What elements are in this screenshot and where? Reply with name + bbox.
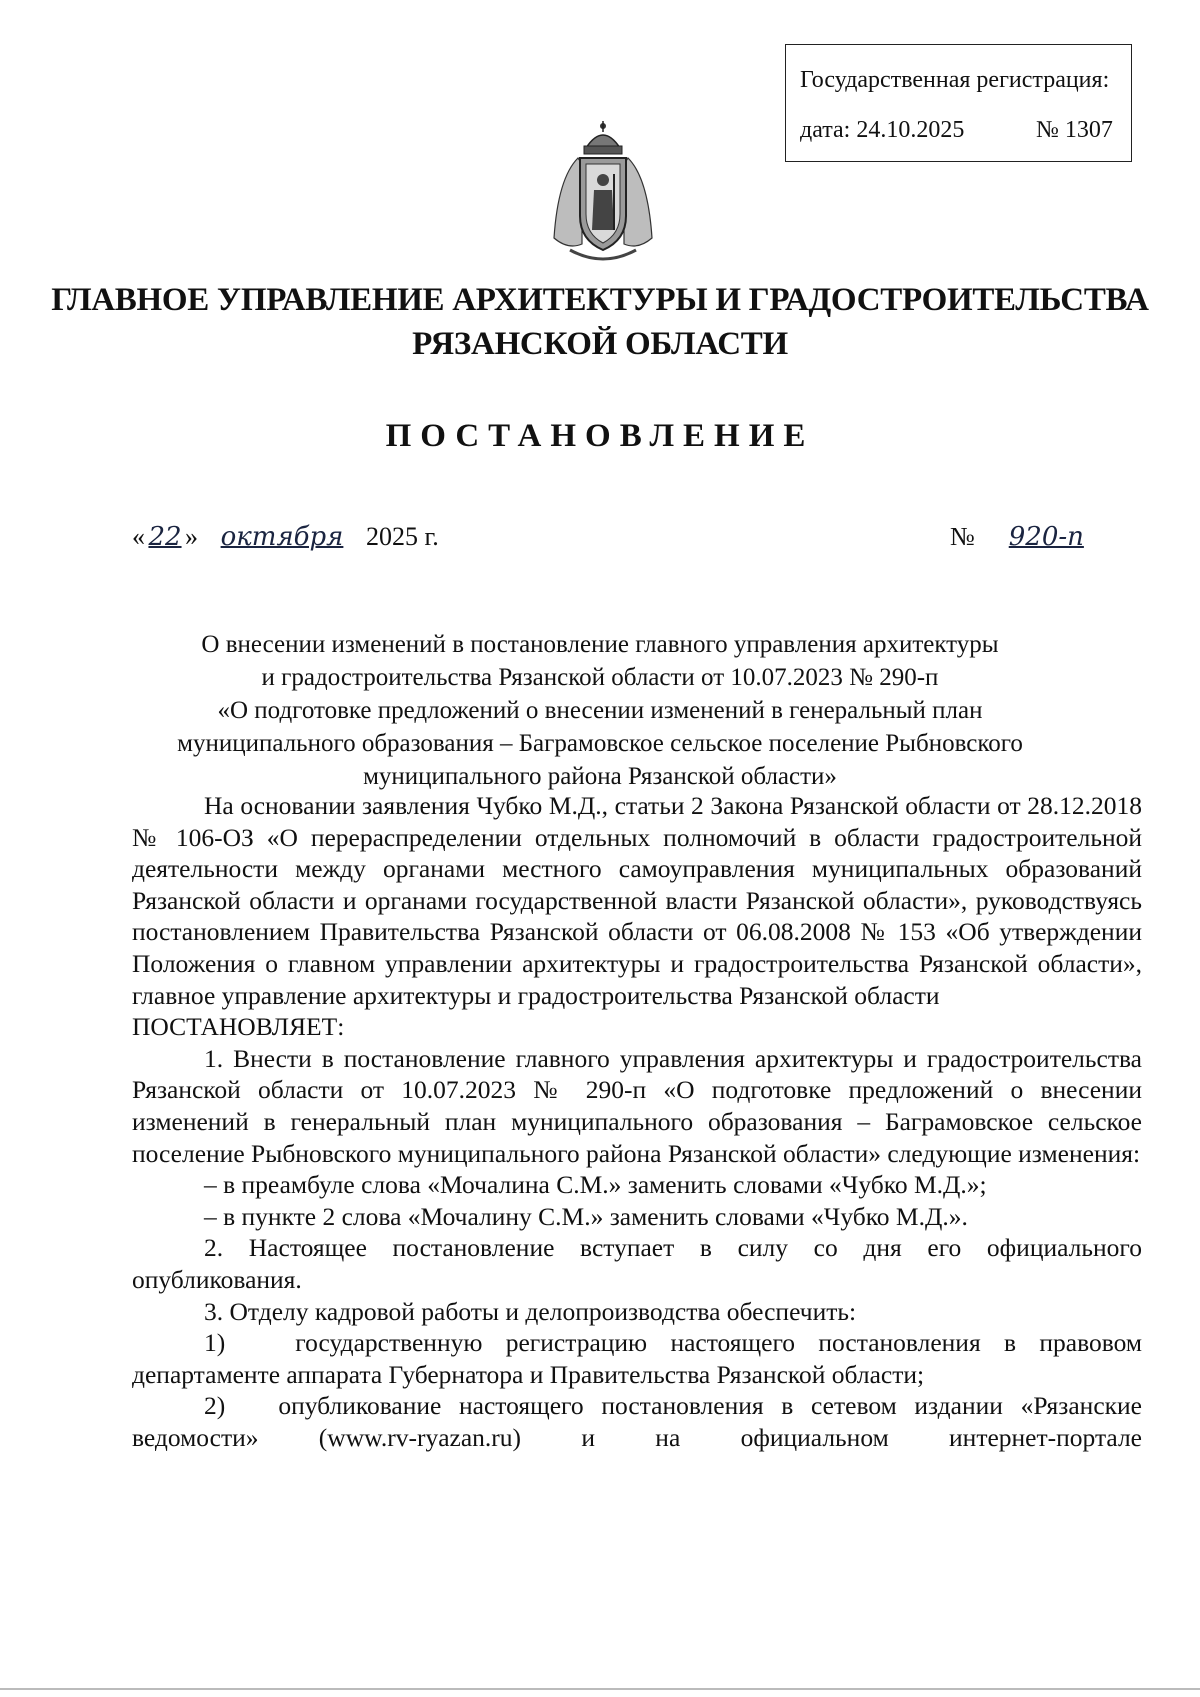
- handwritten-month: октября: [220, 522, 344, 552]
- title-line: О внесении изменений в постановление главного управления архитектуры: [201, 631, 999, 658]
- item-3-paragraph: 3. Отделу кадровой работы и делопроизводства обеспечить:: [204, 1296, 857, 1326]
- document-date: [132, 522, 439, 552]
- preamble-paragraph: На основании заявления Чубко М.Д., статьи 2 Закона Рязанской области от 28.12.2018 № 106-ОЗ «О перераспределении отдельных полномочий в области градостроительной деятельности между органами местного самоуправления муниципальных образований Рязанской области и органами государственной власти Рязанской области», руководствуясь постановлением Правительства Рязанской области от 06.08.2008 № 153 «Об утверждении Положения о главном управлении архитектуры и градостроительства Рязанской области», главное управление архитектуры и градостроительства Рязанской области: [132, 791, 1142, 1010]
- item-3-subitem-2: 2) опубликование настоящего постановления в сетевом издании «Рязанские ведомости» (www.rv-ryazan.ru) и на официальном интернет-портале: [132, 1391, 1142, 1452]
- date-close-quote: »: [185, 522, 198, 551]
- title-line: муниципального района Рязанской области»: [363, 763, 837, 790]
- document-number: [950, 522, 1111, 552]
- registration-title: Государственная регистрация:: [800, 67, 1110, 93]
- item-1-paragraph: 1. Внести в постановление главного управления архитектуры и градостроительства Рязанской области от 10.07.2023 № 290-п «О подготовке предложений о внесении изменений в генеральный план муниципального образования – Баграмовское сельское поселение Рыбновского муниципального района Рязанской области» следующие изменения:: [132, 1043, 1142, 1168]
- item-1-change-1: – в преамбуле слова «Мочалина С.М.» заменить словами «Чубко М.Д.»;: [204, 1170, 987, 1200]
- number-label: №: [950, 522, 975, 551]
- item-2-paragraph: 2. Настоящее постановление вступает в силу со дня его официального опубликования.: [132, 1233, 1142, 1294]
- issuing-agency: [0, 278, 1200, 366]
- document-type: ПОСТАНОВЛЕНИЕ: [385, 418, 815, 454]
- date-year: 2025 г.: [366, 522, 439, 551]
- agency-line-1: ГЛАВНОЕ УПРАВЛЕНИЕ АРХИТЕКТУРЫ И ГРАДОСТРОИТЕЛЬСТВА: [51, 282, 1149, 318]
- title-line: и градостроительства Рязанской области от 10.07.2023 № 290-п: [261, 664, 939, 691]
- date-open-quote: «: [132, 522, 145, 551]
- registration-date: дата: 24.10.2025: [800, 117, 965, 143]
- handwritten-day: 22: [148, 522, 182, 552]
- item-3-subitem-1: 1) государственную регистрацию настоящего постановления в правовом департаменте аппарата Губернатора и Правительства Рязанской области;: [132, 1328, 1142, 1389]
- handwritten-number: 920-п: [1008, 522, 1084, 552]
- coat-of-arms-emblem: [548, 118, 658, 268]
- item-1-change-2: – в пункте 2 слова «Мочалину С.М.» заменить словами «Чубко М.Д.».: [204, 1201, 968, 1231]
- document-body: [132, 790, 1142, 1453]
- title-line: муниципального образования – Баграмовское сельское поселение Рыбновского: [177, 730, 1023, 757]
- registration-stamp: [785, 44, 1132, 162]
- decree-word: ПОСТАНОВЛЯЕТ:: [132, 1012, 345, 1042]
- title-line: «О подготовке предложений о внесении изменений в генеральный план: [217, 697, 983, 724]
- registration-number: № 1307: [1036, 117, 1113, 143]
- document-title: [0, 628, 1200, 793]
- agency-line-2: РЯЗАНСКОЙ ОБЛАСТИ: [412, 326, 788, 362]
- page-bottom-edge: [0, 1688, 1200, 1690]
